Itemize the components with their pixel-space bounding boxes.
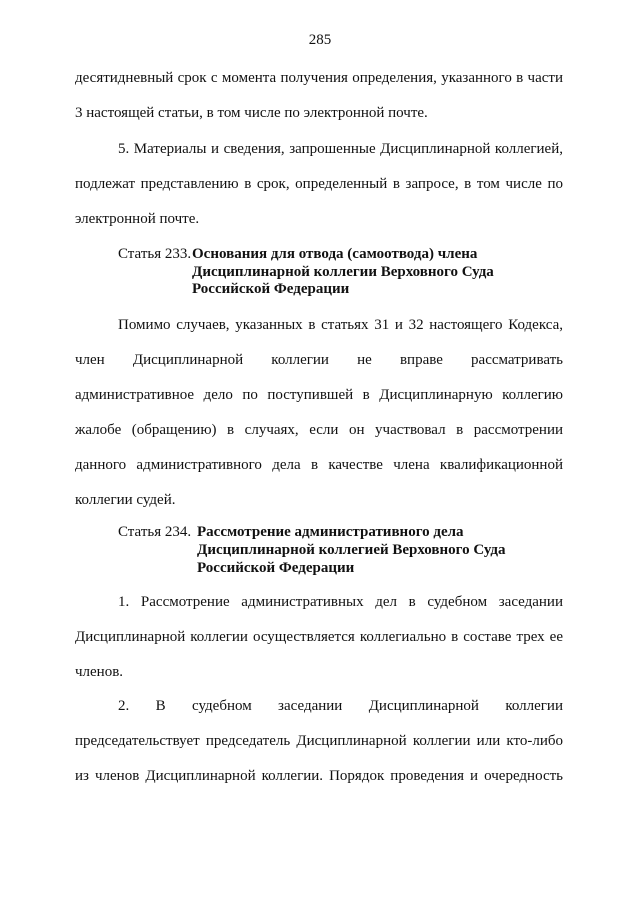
body-line: 3 настоящей статьи, в том числе по электронной почте. <box>75 105 428 121</box>
body-line: член Дисциплинарной коллегии не вправе рассматривать <box>75 352 563 368</box>
paragraph-2-line: 2. В судебном заседании Дисциплинарной коллегии <box>118 698 563 714</box>
article-234-title-line: Российской Федерации <box>197 560 355 576</box>
article-233-title-line: Дисциплинарной коллегии Верховного Суда <box>192 264 494 280</box>
body-line: из членов Дисциплинарной коллегии. Порядок проведения и очередность <box>75 768 563 784</box>
article-233-title-line: Основания для отвода (самоотвода) члена <box>192 246 478 262</box>
body-line: коллегии судей. <box>75 492 176 508</box>
paragraph-1-line: 1. Рассмотрение административных дел в судебном заседании <box>118 594 563 610</box>
article-234-label: Статья 234. <box>118 524 192 540</box>
article-234-title-line: Дисциплинарной коллегией Верховного Суда <box>197 542 506 558</box>
paragraph-5-line: 5. Материалы и сведения, запрошенные Дисциплинарной коллегией, <box>118 141 563 157</box>
body-line: электронной почте. <box>75 211 200 227</box>
article-233-title-line: Российской Федерации <box>192 281 350 297</box>
body-line: подлежат представлению в срок, определенный в запросе, в том числе по <box>75 176 563 192</box>
body-line: членов. <box>75 664 124 680</box>
article-234-title-line: Рассмотрение административного дела <box>197 524 464 540</box>
body-line: председательствует председатель Дисциплинарной коллегии или кто-либо <box>75 733 563 749</box>
article-233-label: Статья 233. <box>118 246 192 262</box>
body-line: жалобе (обращению) в случаях, если он участвовал в рассмотрении <box>75 422 563 438</box>
body-line: административное дело по поступившей в Дисциплинарную коллегию <box>75 387 563 403</box>
body-line: десятидневный срок с момента получения определения, указанного в части <box>75 70 563 86</box>
page-number: 285 <box>308 32 332 48</box>
body-line: Помимо случаев, указанных в статьях 31 и 32 настоящего Кодекса, <box>118 317 563 333</box>
body-line: данного административного дела в качестве члена квалификационной <box>75 457 563 473</box>
body-line: Дисциплинарной коллегии осуществляется коллегиально в составе трех ее <box>75 629 563 645</box>
